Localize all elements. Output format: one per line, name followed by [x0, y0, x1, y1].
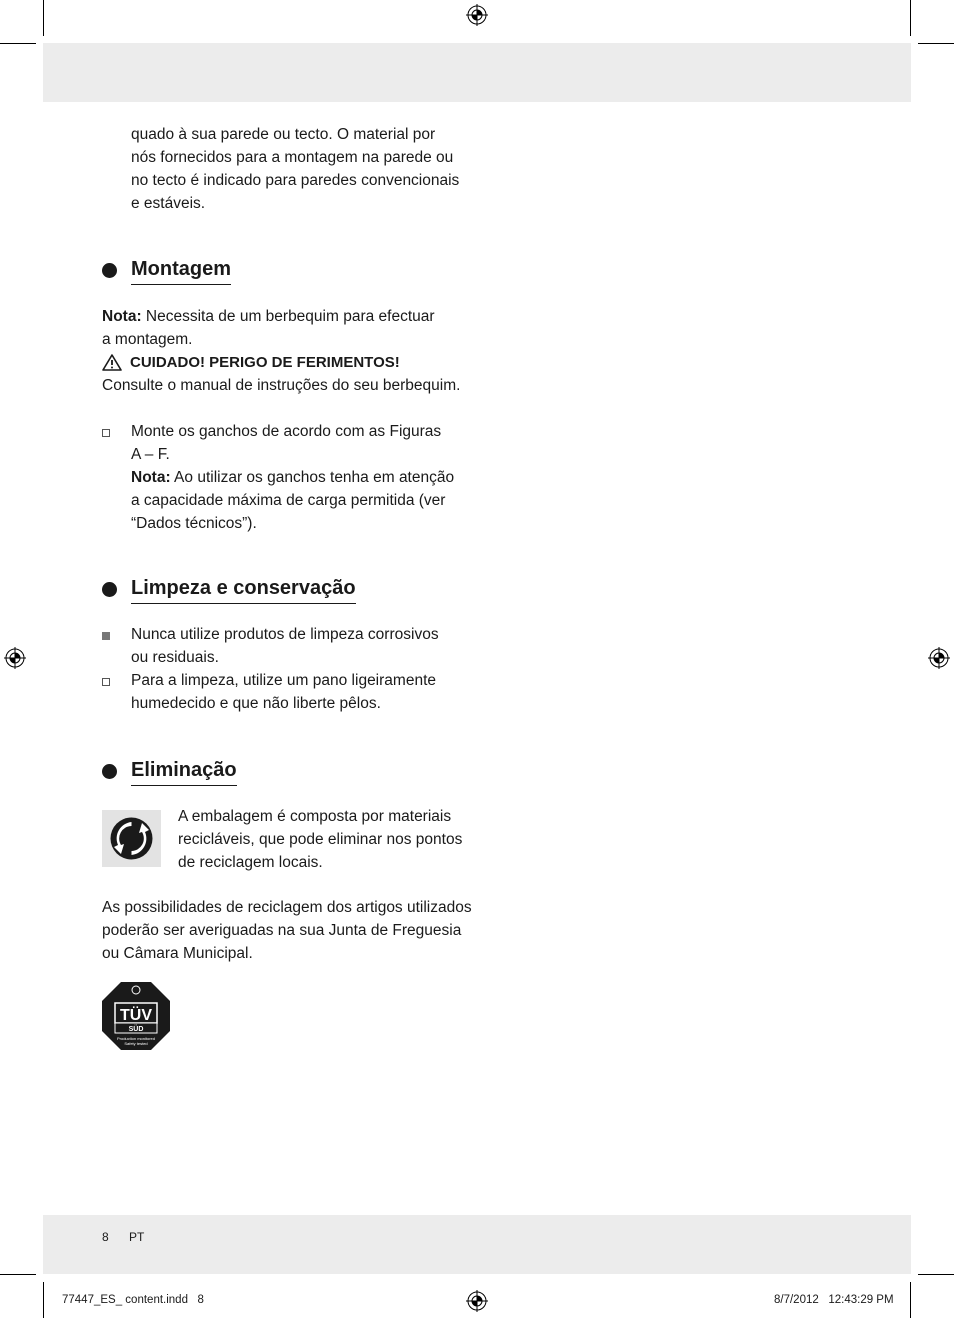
limpeza-body — [102, 623, 472, 715]
warning-triangle-icon — [102, 354, 122, 371]
crop-mark — [918, 1274, 954, 1275]
step-line: A – F. — [131, 446, 170, 463]
item-line: Para a limpeza, utilize um pano ligeiramente — [131, 672, 436, 689]
tuv-sub: SÜD — [128, 1026, 144, 1033]
step-line: Monte os ganchos de acordo com as Figuras — [131, 423, 442, 440]
note-label: Nota: — [102, 308, 142, 325]
section-heading-montagem — [102, 256, 231, 285]
tuv-brand: TÜV — [120, 1007, 152, 1024]
note-label: Nota: — [131, 469, 171, 486]
heading-bullet-icon — [102, 582, 117, 597]
heading-text: Montagem — [131, 256, 231, 285]
slug-datetime: 8/7/2012 12:43:29 PM — [774, 1294, 894, 1306]
recycle-line: A embalagem é composta por materiais — [178, 808, 452, 825]
recycle-text — [178, 805, 478, 874]
registration-mark-icon — [928, 647, 950, 669]
crop-mark — [0, 1274, 36, 1275]
registration-mark-icon — [4, 647, 26, 669]
list-item — [102, 420, 472, 535]
tuv-sud-logo — [101, 981, 171, 1051]
crop-mark — [910, 1282, 911, 1318]
crop-mark — [43, 1282, 44, 1318]
item-line: ou residuais. — [131, 649, 219, 666]
language-code: PT — [129, 1230, 145, 1244]
heading-bullet-icon — [102, 764, 117, 779]
item-line: Nunca utilize produtos de limpeza corrosivos — [131, 626, 439, 643]
open-square-bullet-icon — [102, 429, 110, 437]
crop-mark — [0, 43, 36, 44]
recycle-line: recicláveis, que pode eliminar nos pontos — [178, 831, 463, 848]
intro-paragraph — [102, 123, 501, 215]
step-note-cont: “Dados técnicos”). — [131, 515, 257, 532]
paragraph-line: As possibilidades de reciclagem dos artigos utilizados — [102, 899, 472, 916]
list-item — [102, 623, 472, 669]
section-heading-limpeza — [102, 575, 356, 604]
note-text-cont: a montagem. — [102, 331, 193, 348]
tuv-caption: Production monitored — [116, 1036, 156, 1041]
intro-line: e estáveis. — [131, 195, 206, 212]
crop-mark — [918, 43, 954, 44]
filled-square-bullet-icon — [102, 632, 110, 640]
paragraph-line: poderão ser averiguadas na sua Junta de Freguesia — [102, 922, 462, 939]
open-square-bullet-icon — [102, 678, 110, 686]
section-heading-eliminacao — [102, 757, 237, 786]
note-paragraph — [102, 305, 472, 328]
warning-text: CUIDADO! PERIGO DE FERIMENTOS! — [130, 354, 400, 371]
recycling-paragraph — [102, 896, 482, 965]
slug-file: 77447_ES_ content.indd 8 — [62, 1294, 204, 1306]
intro-line: no tecto é indicado para paredes convencionais — [131, 172, 460, 189]
registration-mark-icon — [466, 1290, 488, 1312]
warning-row — [102, 351, 472, 374]
step-note-cont: a capacidade máxima de carga permitida (ver — [131, 492, 446, 509]
green-dot-recycle-icon — [102, 810, 161, 867]
registration-mark-icon — [466, 4, 488, 26]
heading-text: Eliminação — [131, 757, 237, 786]
tuv-caption: Safety tested — [124, 1041, 148, 1046]
montagem-body — [102, 305, 472, 535]
note-text: Necessita de um berbequim para efectuar — [141, 308, 435, 325]
crop-mark — [43, 0, 44, 36]
step-note — [131, 466, 454, 489]
item-line: humedecido e que não liberte pêlos. — [131, 695, 381, 712]
list-item — [102, 669, 472, 715]
intro-line: quado à sua parede ou tecto. O material por — [131, 126, 436, 143]
heading-text: Limpeza e conservação — [131, 575, 356, 604]
recycle-line: de reciclagem locais. — [178, 854, 323, 871]
heading-bullet-icon — [102, 263, 117, 278]
page-number: 8 — [102, 1230, 109, 1244]
warning-instruction: Consulte o manual de instruções do seu berbequim. — [102, 377, 461, 394]
footer-band — [43, 1215, 911, 1274]
paragraph-line: ou Câmara Municipal. — [102, 945, 253, 962]
crop-mark — [910, 0, 911, 36]
intro-line: nós fornecidos para a montagem na parede ou — [131, 149, 454, 166]
note-text: Ao utilizar os ganchos tenha em atenção — [170, 469, 455, 486]
header-band — [43, 43, 911, 102]
